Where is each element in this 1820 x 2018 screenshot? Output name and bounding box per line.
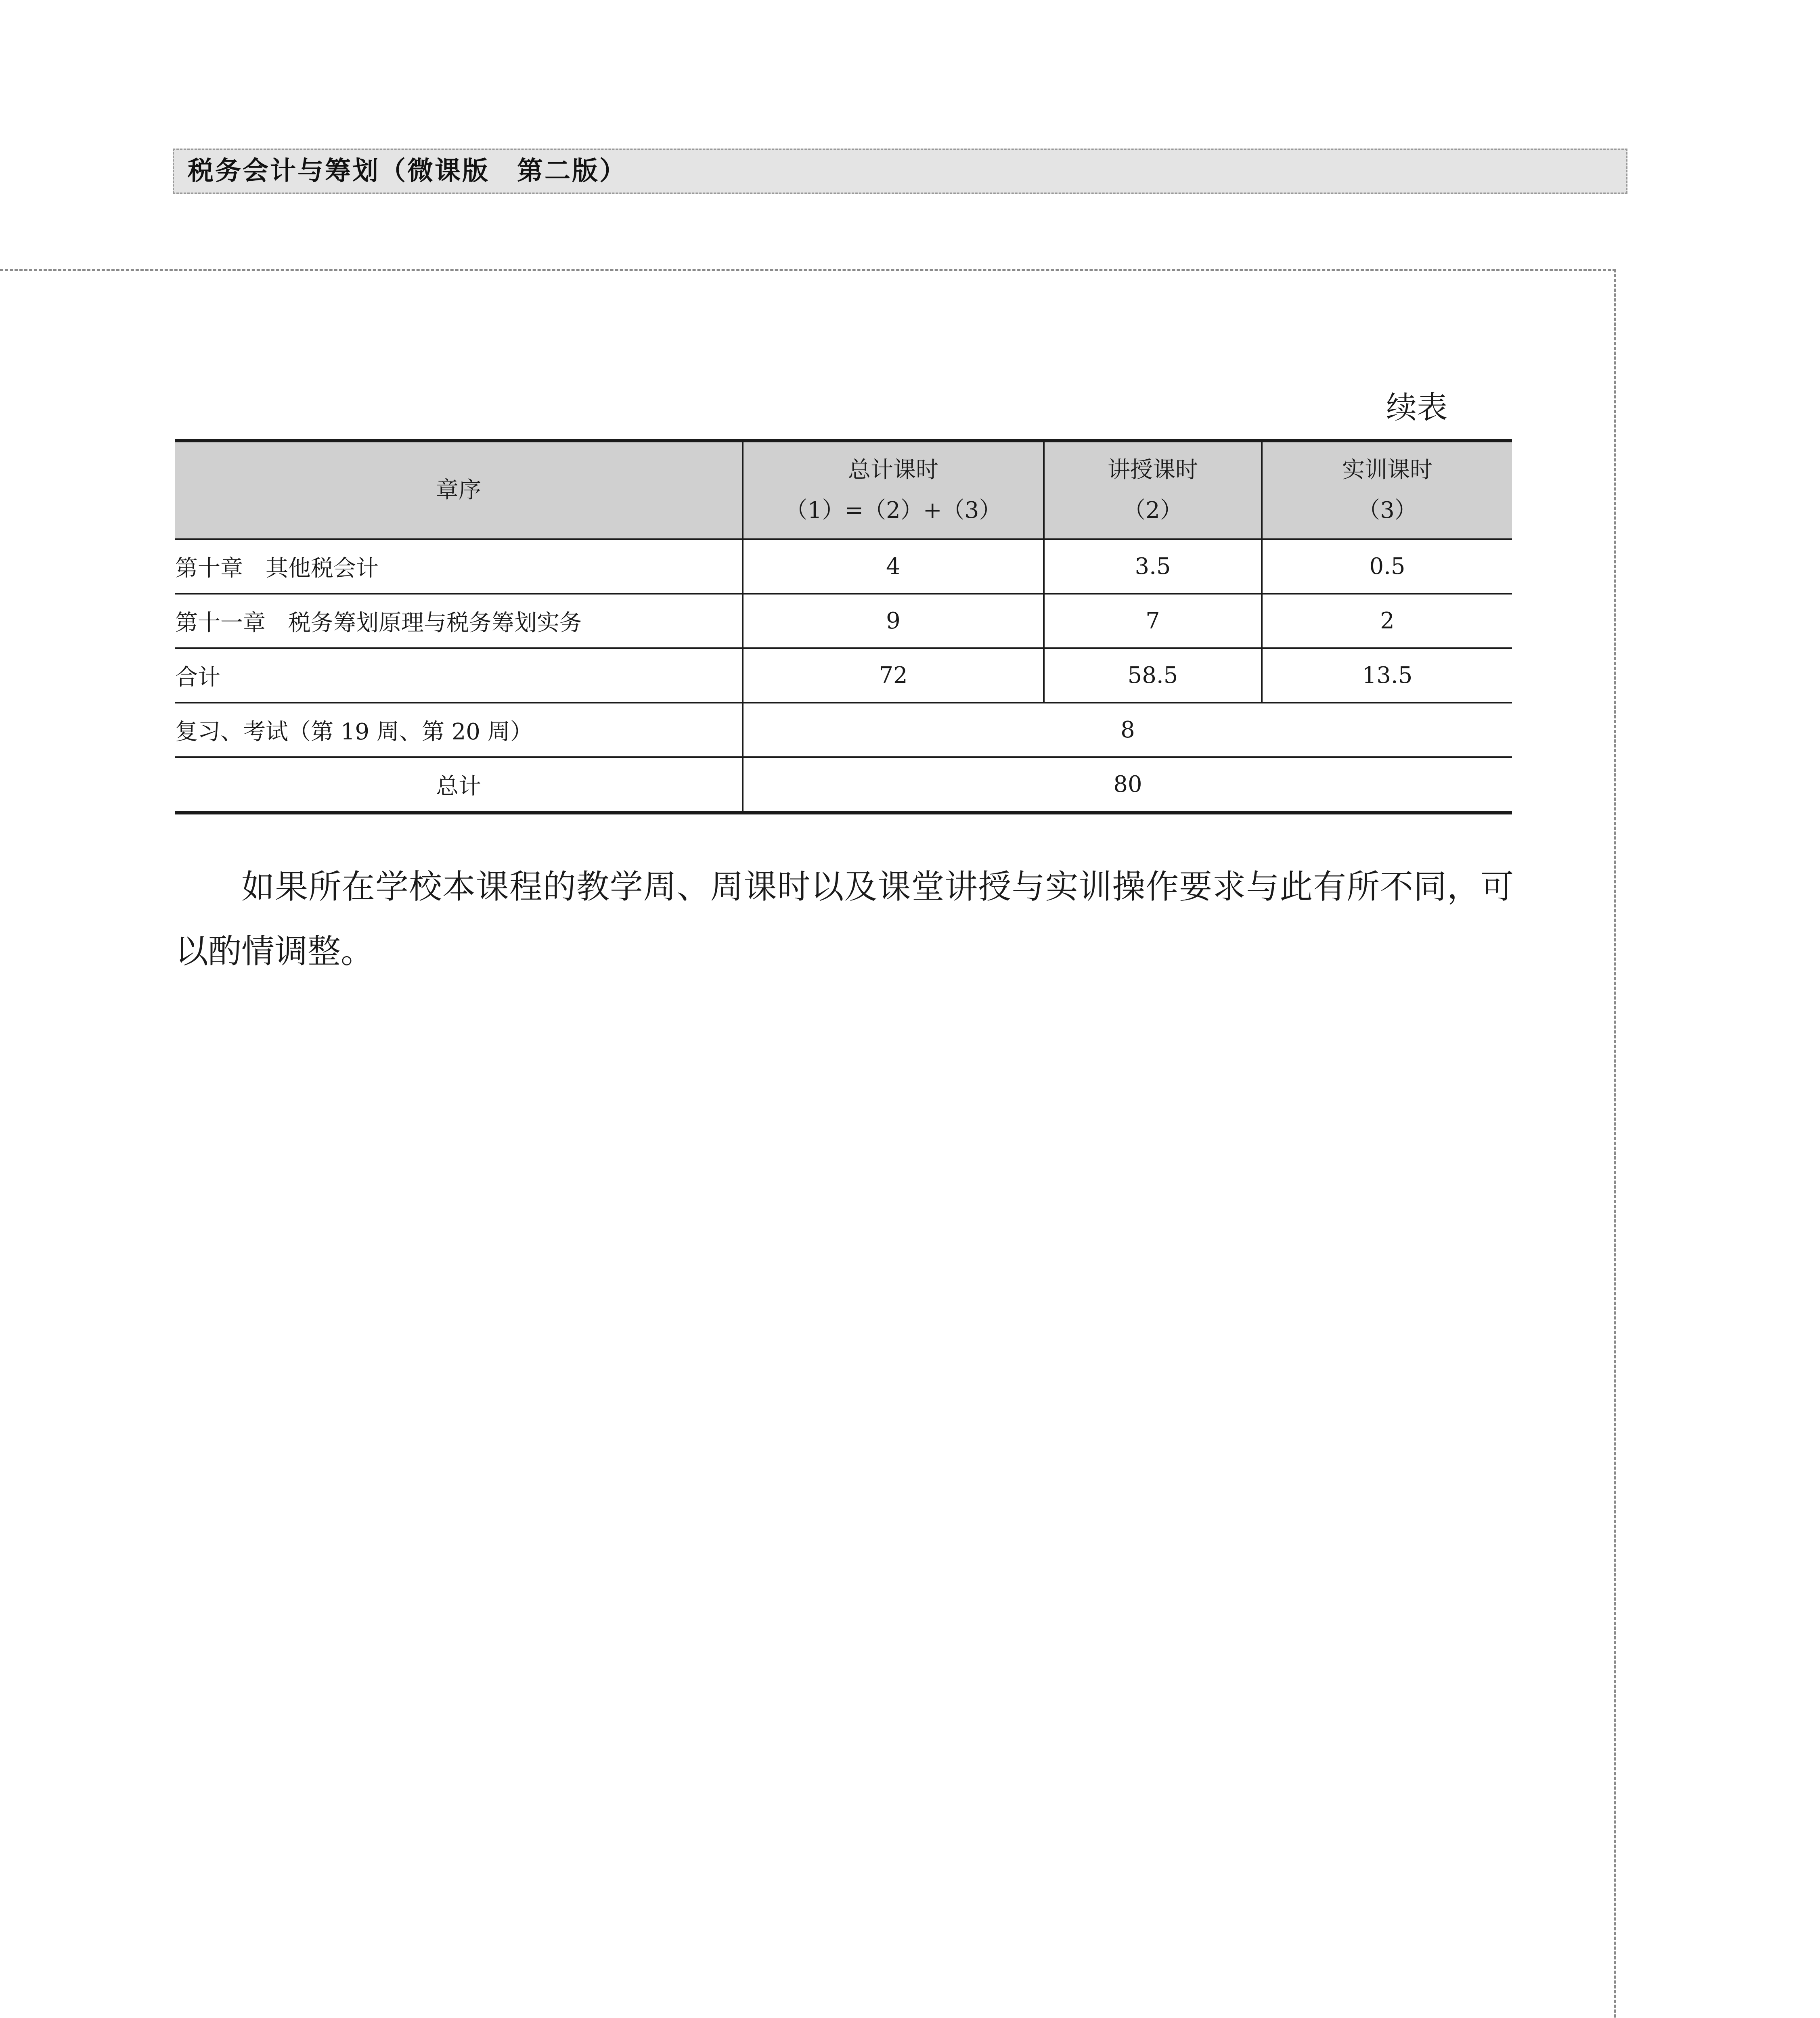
header-lecture-hours	[1044, 441, 1262, 540]
body-paragraph: 如果所在学校本课程的教学周、周课时以及课堂讲授与实训操作要求与此有所不同，可以酌情调整。	[175, 868, 1514, 971]
cell-total: 4	[743, 539, 1044, 594]
frame-top-border	[0, 269, 1616, 271]
header-total-label: 总计课时	[848, 457, 938, 483]
cell-chapter: 第十章 其他税会计	[175, 539, 743, 594]
cell-grand-total-label: 总计	[175, 757, 743, 813]
cell-lecture: 3.5	[1044, 539, 1262, 594]
cell-lecture: 7	[1044, 594, 1262, 648]
cell-total: 72	[743, 648, 1044, 703]
table-row-grand-total	[175, 757, 1512, 813]
cell-practice: 0.5	[1262, 539, 1512, 594]
header-total-hours	[743, 441, 1044, 540]
header-practice-index: （3）	[1357, 497, 1417, 523]
header-chapter	[175, 441, 743, 540]
frame-right-border	[1614, 269, 1616, 2018]
cell-practice: 2	[1262, 594, 1512, 648]
table-caption: 续表	[1386, 389, 1447, 425]
cell-practice: 13.5	[1262, 648, 1512, 703]
cell-total: 9	[743, 594, 1044, 648]
cell-chapter: 合计	[175, 648, 743, 703]
cell-review-value: 8	[743, 703, 1512, 757]
header-practice-hours	[1262, 441, 1512, 540]
table-header-row	[175, 441, 1512, 540]
running-head: 税务会计与筹划（微课版 第二版）	[173, 149, 1627, 194]
cell-grand-total-value: 80	[743, 757, 1512, 813]
cell-lecture: 58.5	[1044, 648, 1262, 703]
table-row	[175, 539, 1512, 594]
table-row-review	[175, 703, 1512, 757]
header-lecture-label: 讲授课时	[1108, 457, 1198, 483]
header-lecture-index: （2）	[1123, 497, 1183, 523]
header-total-formula: （1）=（2）+（3）	[785, 497, 1002, 523]
cell-chapter: 第十一章 税务筹划原理与税务筹划实务	[175, 594, 743, 648]
header-chapter-label: 章序	[436, 477, 481, 503]
table-row-subtotal	[175, 648, 1512, 703]
table-row	[175, 594, 1512, 648]
cell-review-label: 复习、考试（第 19 周、第 20 周）	[175, 703, 743, 757]
course-hours-table	[175, 439, 1512, 814]
header-practice-label: 实训课时	[1342, 457, 1433, 483]
